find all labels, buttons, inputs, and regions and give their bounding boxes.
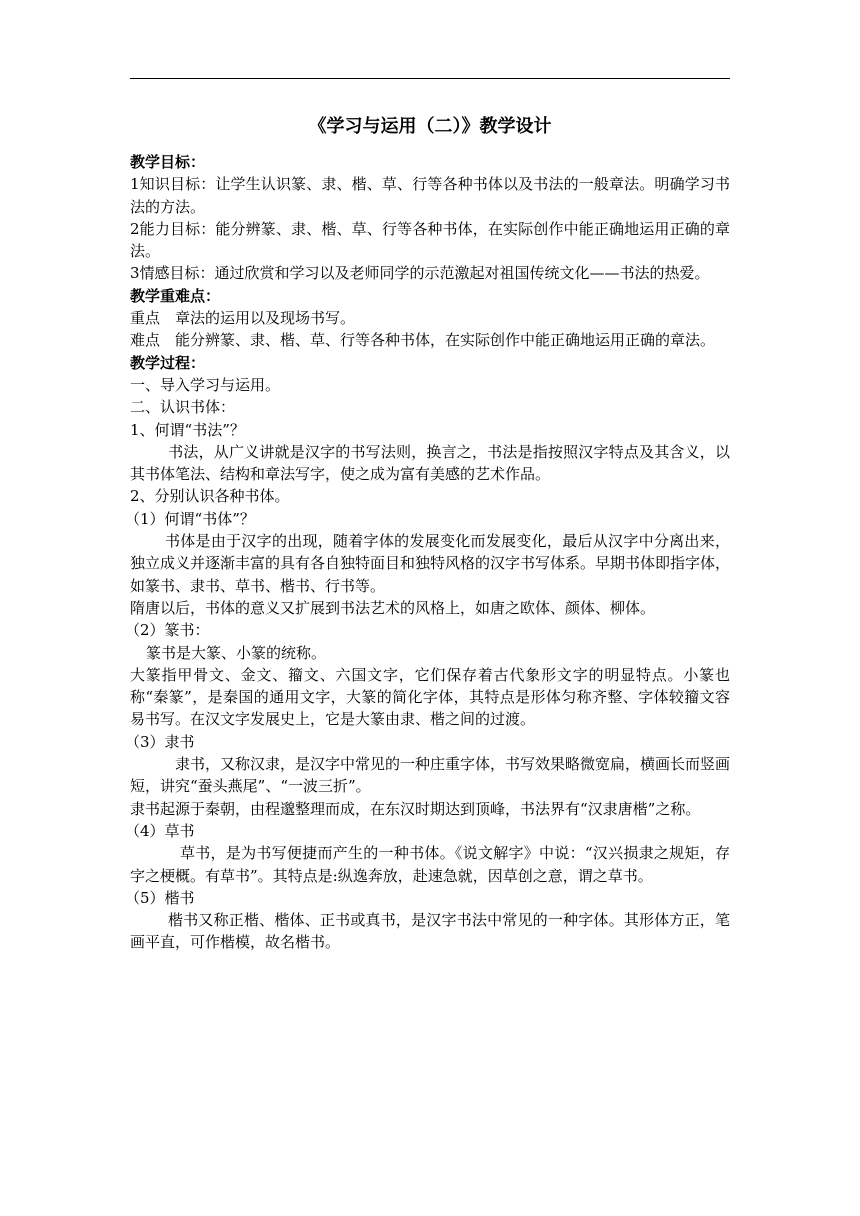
objective-ability: 2能力目标：能分辨篆、隶、楷、草、行等各种书体，在实际创作中能正确地运用正确的章法。	[130, 219, 730, 261]
item-seal-script: （2）篆书：	[125, 621, 210, 640]
paragraph-clerical-script: 隶书，又称汉隶，是汉字中常见的一种庄重字体，书写效果略微宽扁，横画长而竖画短，讲究“蚕头燕尾”、“一波三折”。	[130, 755, 731, 796]
paragraph-seal-script: 大篆指甲骨文、金文、籀文、六国文字，它们保存着古代象形文字的明显特点。小篆也称“秦篆”，是秦国的通用文字，大篆的简化字体，其特点是形体匀称齐整、字体较籀文容易书写。在汉文字发展史上，它是大篆由隶、楷之间的过渡。	[130, 665, 730, 729]
item-cursive-script: （4）草书	[125, 821, 195, 840]
process-step-2: 二、认识书体：	[130, 398, 236, 417]
difficult-point: 难点 能分辨篆、隶、楷、草、行等各种书体，在实际创作中能正确地运用正确的章法。	[130, 331, 716, 350]
paragraph-cursive-script: 草书，是为书写便捷而产生的一种书体。《说文解字》中说：“汉兴损隶之规矩，存字之梗概。有草书”。其特点是:纵逸奔放，赴速急就，因草创之意，谓之草书。	[130, 844, 730, 885]
item-clerical-script: （3）隶书	[125, 732, 195, 751]
subheading-scripts: 2、分别认识各种书体。	[130, 487, 290, 506]
item-regular-script: （5）楷书	[125, 888, 195, 907]
section-heading-key-points: 教学重难点：	[130, 286, 221, 305]
paragraph-script-style: 书体是由于汉字的出现，随着字体的发展变化而发展变化，最后从汉字中分离出来，独立成义并逐渐丰富的具有各自独特面目和独特风格的汉字书写体系。早期书体即指字体，如篆书、隶书、草书、楷书、行书等。	[130, 532, 731, 595]
paragraph-regular-script: 楷书又称正楷、楷体、正书或真书，是汉字书法中常见的一种字体。其形体方正，笔画平直，可作楷模，故名楷书。	[130, 911, 730, 952]
section-heading-objectives: 教学目标：	[130, 153, 206, 171]
paragraph-seal-script-intro: 篆书是大篆、小篆的统称。	[146, 643, 327, 662]
paragraph-clerical-script-origin: 隶书起源于秦朝，由程邈整理而成，在东汉时期达到顶峰，书法界有“汉隶唐楷”之称。	[130, 799, 701, 818]
objective-emotion: 3情感目标：通过欣赏和学习以及老师同学的示范激起对祖国传统文化——书法的热爱。	[130, 264, 710, 283]
section-heading-process: 教学过程：	[130, 353, 206, 372]
document-title: 《学习与运用（二）》教学设计	[308, 116, 552, 137]
paragraph-calligraphy: 书法，从广义讲就是汉字的书写法则，换言之，书法是指按照汉字特点及其含义，以其书体笔法、结构和章法写字，使之成为富有美感的艺术作品。	[130, 442, 730, 484]
paragraph-script-style-later: 隋唐以后，书体的意义又扩展到书法艺术的风格上，如唐之欧体、颜体、柳体。	[130, 598, 656, 617]
header-rule	[130, 78, 730, 79]
question-calligraphy: 1、何谓“书法”？	[130, 420, 245, 439]
document-body	[125, 112, 731, 954]
objective-knowledge: 1知识目标：让学生认识篆、隶、楷、草、行等各种书体以及书法的一般章法。明确学习书法的方法。	[130, 175, 730, 216]
process-step-1: 一、导入学习与运用。	[130, 375, 281, 394]
item-script-style: （1）何谓“书体”？	[125, 509, 255, 528]
key-point: 重点 章法的运用以及现场书写。	[130, 309, 356, 328]
